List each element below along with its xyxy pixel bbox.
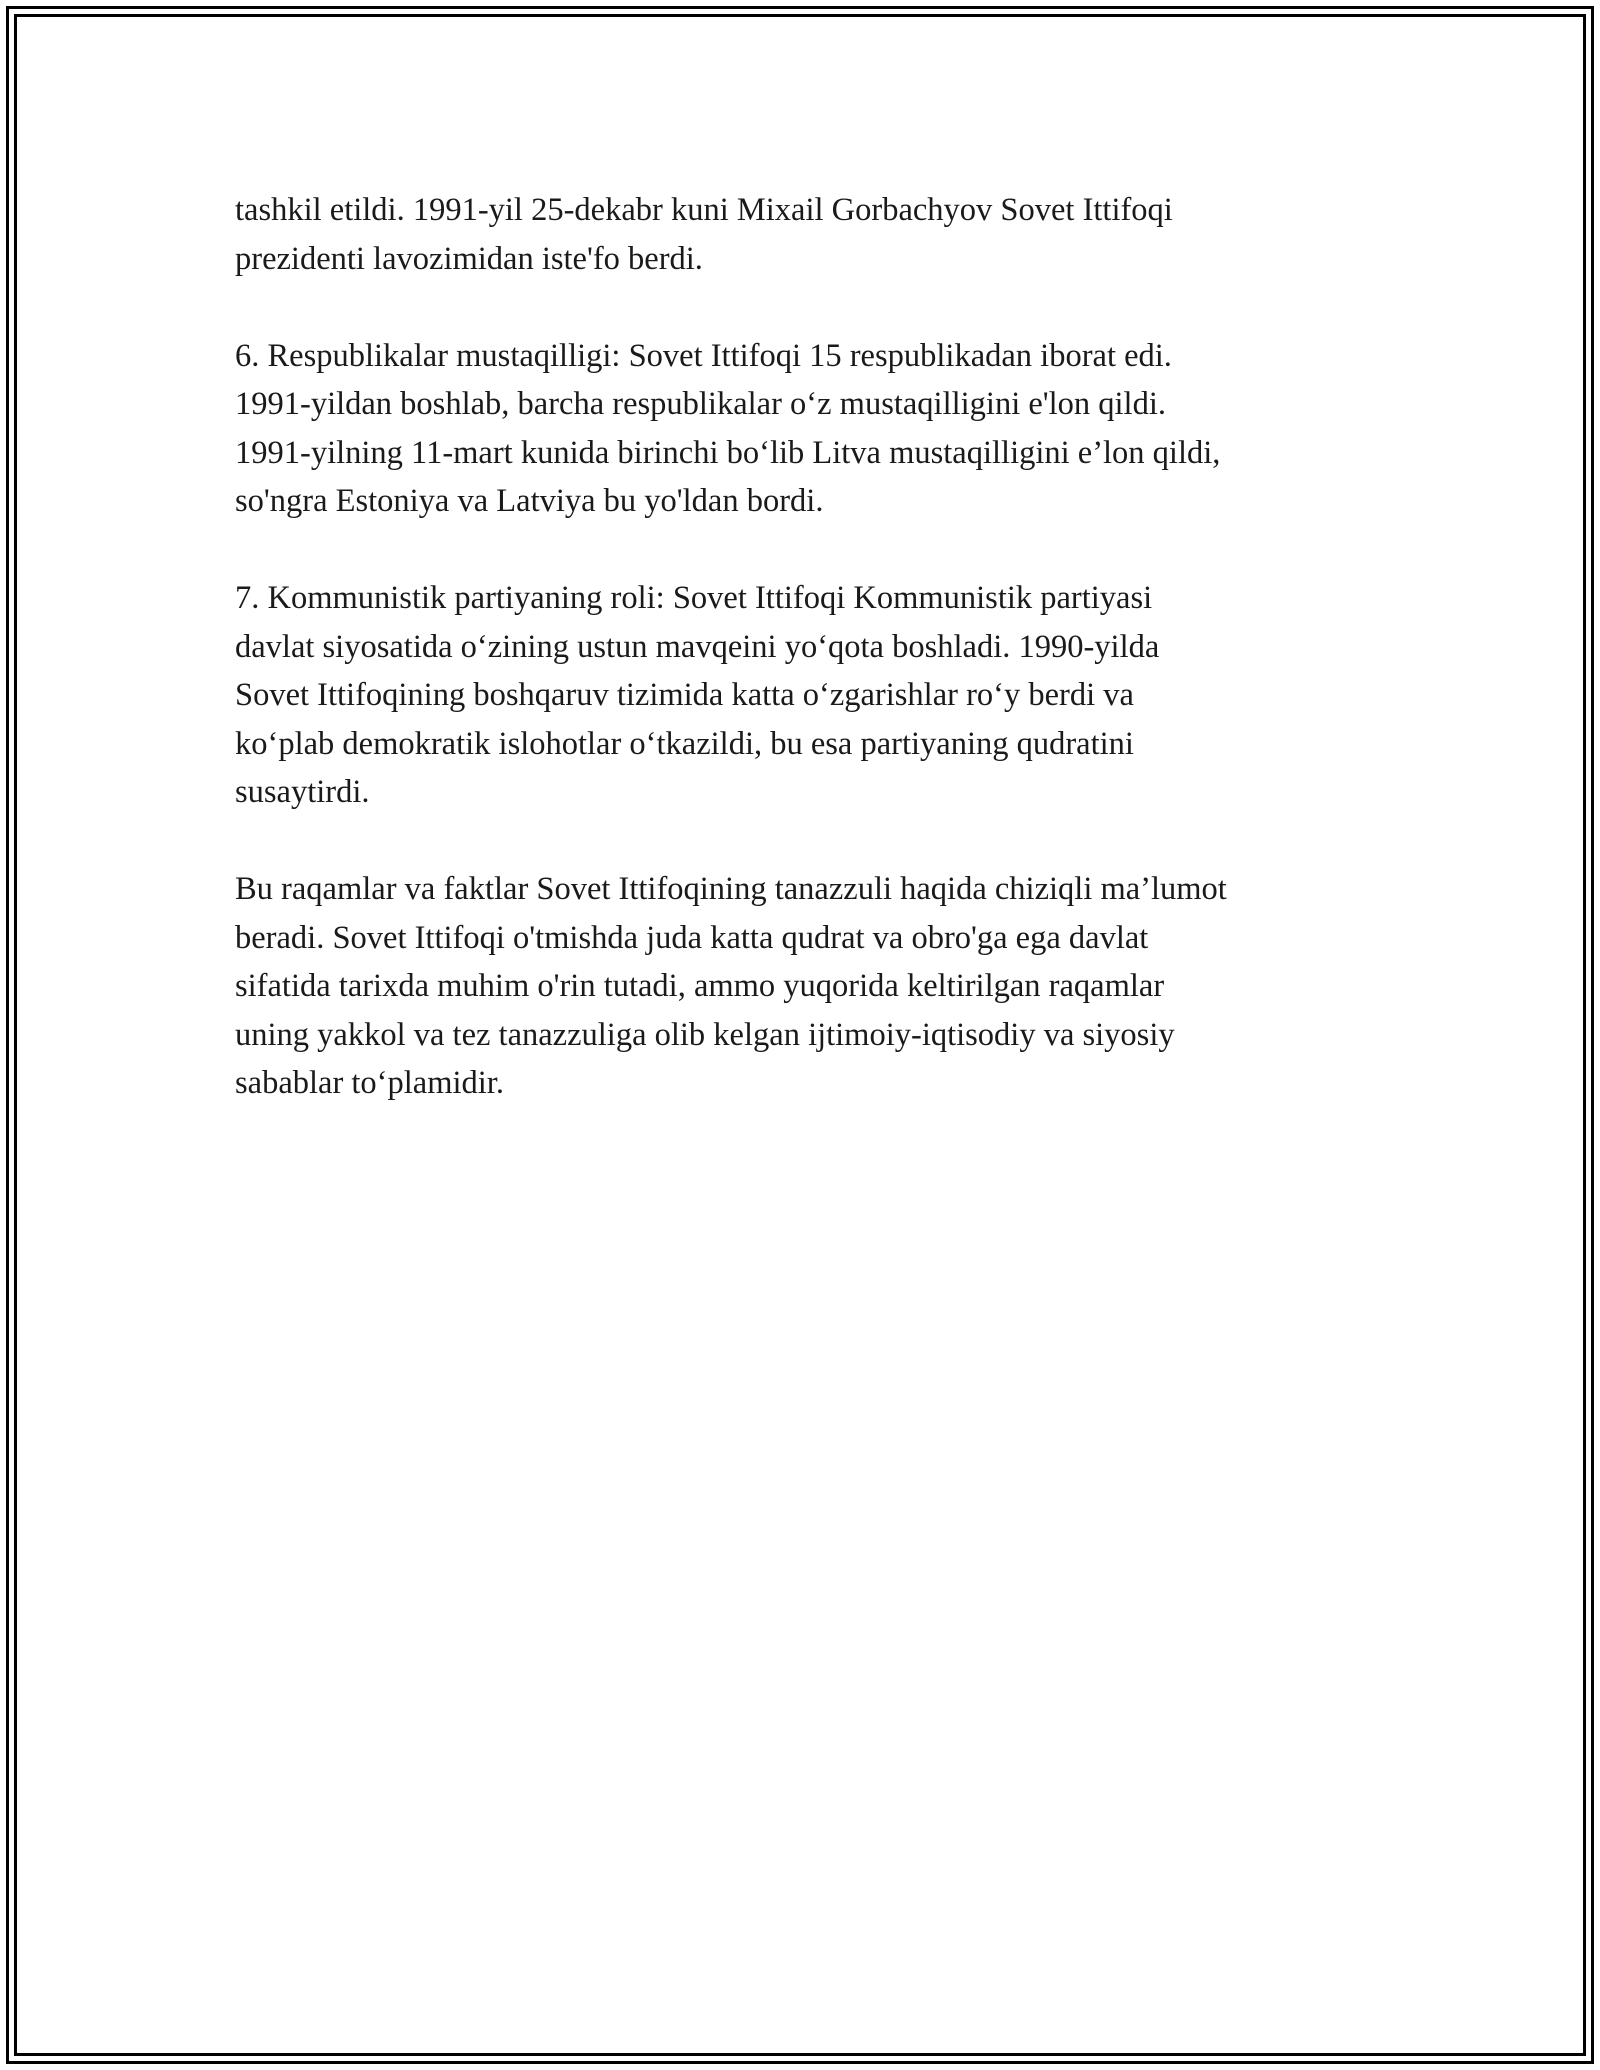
text-line: sifatida tarixda muhim o'rin tutadi, ammo yuqorida keltirilgan raqamlar bbox=[235, 968, 1165, 1004]
text-line: so'ngra Estoniya va Latviya bu yo'ldan bordi. bbox=[235, 483, 824, 519]
text-line: 1991-yildan boshlab, barcha respublikalar oʻz mustaqilligini e'lon qildi. bbox=[235, 386, 1166, 422]
text-line: koʻplab demokratik islohotlar oʻtkazildi, bu esa partiyaning qudratini bbox=[235, 725, 1134, 762]
text-line: Sovet Ittifoqining boshqaruv tizimida katta oʻzgarishlar roʻy berdi va bbox=[235, 677, 1134, 713]
text-line: 6. Respublikalar mustaqilligi: Sovet Ittifoqi 15 respublikadan iborat edi. bbox=[235, 337, 1172, 374]
text-line: prezidenti lavozimidan iste'fo berdi. bbox=[235, 240, 703, 277]
text-line: susaytirdi. bbox=[235, 774, 370, 810]
text-line: beradi. Sovet Ittifoqi o'tmishda juda katta qudrat va obro'ga ega davlat bbox=[235, 919, 1149, 956]
text-line: davlat siyosatida oʻzining ustun mavqeini yoʻqota boshladi. 1990-yilda bbox=[235, 628, 1160, 665]
text-line: tashkil etildi. 1991-yil 25-dekabr kuni Mixail Gorbachyov Sovet Ittifoqi bbox=[235, 192, 1173, 228]
paragraph-republics-independence bbox=[235, 332, 1385, 526]
document-body bbox=[235, 186, 1385, 1156]
paragraph-conclusion bbox=[235, 865, 1385, 1108]
text-line: 7. Kommunistik partiyaning roli: Sovet Ittifoqi Kommunistik partiyasi bbox=[235, 580, 1153, 616]
text-line: Bu raqamlar va faktlar Sovet Ittifoqining tanazzuli haqida chiziqli ma’lumot bbox=[235, 871, 1227, 907]
paragraph-communist-party-role bbox=[235, 574, 1385, 817]
paragraph-continuation bbox=[235, 186, 1385, 283]
text-line: uning yakkol va tez tanazzuliga olib kelgan ijtimoiy-iqtisodiy va siyosiy bbox=[235, 1016, 1175, 1053]
text-line: 1991-yilning 11-mart kunida birinchi boʻlib Litva mustaqilligini e’lon qildi, bbox=[235, 434, 1221, 471]
text-line: sabablar toʻplamidir. bbox=[235, 1065, 504, 1101]
